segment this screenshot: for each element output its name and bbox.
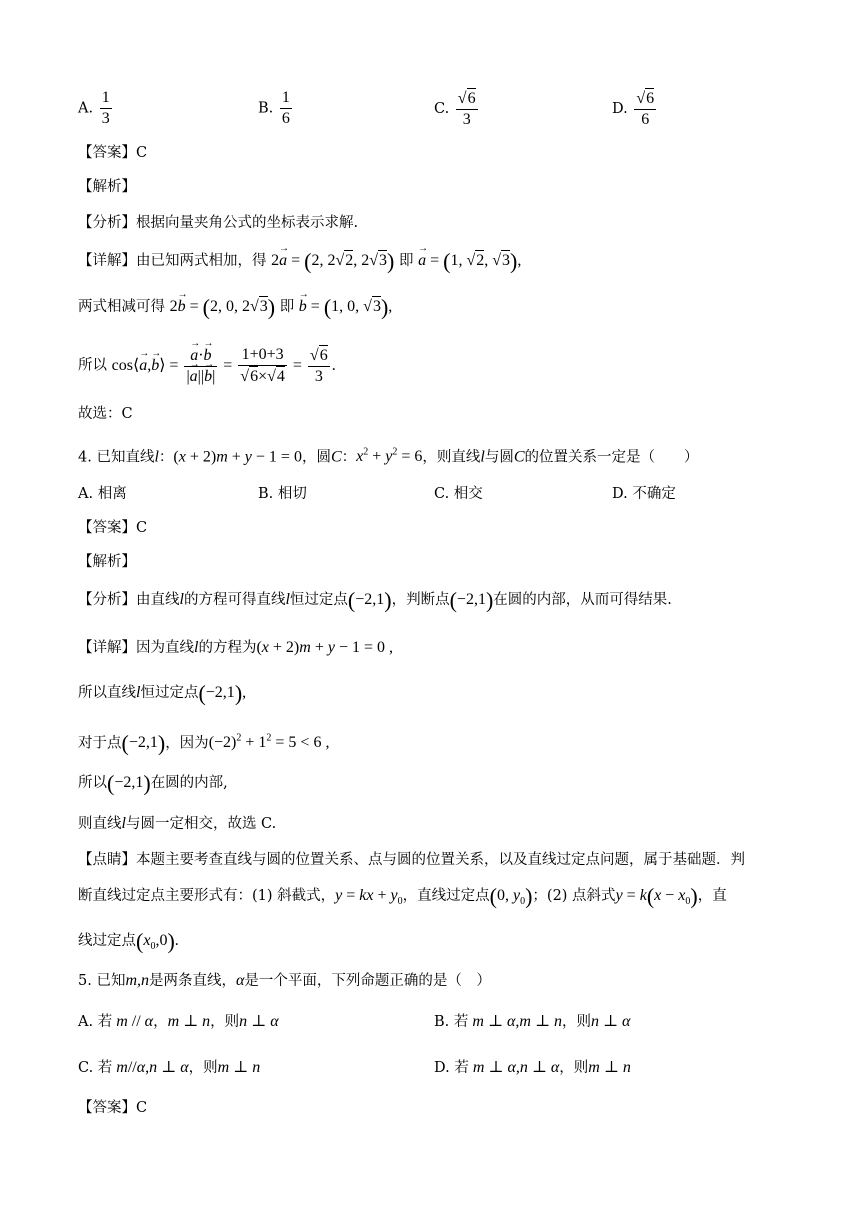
text: 【分析】由直线 [78,592,180,608]
text: 所以 [78,357,107,374]
formula: (−2,1) [121,730,166,756]
formula: m//α,n ⊥ α [112,1059,189,1076]
formula: m ⊥ α,n ⊥ α [468,1059,560,1076]
formula: l [121,815,126,832]
text: ，判断点 [391,592,450,608]
analysis-text [78,587,672,613]
text: ；(2) 点斜式 [532,888,616,904]
text: 即 [279,299,295,315]
text: ，则 [188,1060,218,1076]
formula: $x^2 + y^2 = 6$ [356,447,423,466]
insight-line-3 [78,928,179,957]
detail-line-3 [78,345,336,387]
option-c [434,88,480,130]
formula: 2→ b = (2, 0, 2√3) [170,298,275,315]
formula: m ⊥ n [167,1013,211,1030]
option-d [434,1058,631,1078]
text: ，圆 [301,449,331,466]
text: 在圆的内部, [150,775,228,791]
answer-line: 【答案】C [78,145,148,161]
text: 所以 [78,775,107,791]
formula: n ⊥ α [239,1013,279,1030]
formula: → a = (1, √2, √3), [418,252,521,269]
text: 的方程为 [198,640,257,656]
text: C. 若 [78,1060,113,1076]
text: ，则 [210,1014,240,1030]
text: 对于点 [78,735,122,752]
option-label: D. [612,101,628,117]
detail-line-4 [78,770,228,796]
formula: cos⟨→ a,→ b⟩ = → $\frac{a\cdot\to b}{|\to a||\to b|}$ = $\frac{1+0+3}{√6\times√4}$ = $\frac{√6}{3}$ . [112,357,336,374]
formula: l [154,448,159,466]
text: 则直线 [78,816,122,832]
option-label: B. [258,100,274,117]
formula: (−2,1) [347,587,392,613]
text: ，则 [559,1060,589,1076]
option-b [434,1012,630,1032]
text: 的方程可得直线 [183,592,286,608]
formula: m,n [125,972,150,989]
formula: C [513,448,525,466]
formula: (−2,1) [107,770,151,796]
detail-line-2 [78,294,393,320]
option-b: B. 相切 [258,486,307,502]
question-4-stem [78,443,699,467]
text: ： [341,449,357,466]
option-label: A. [78,100,94,117]
text: ，则 [562,1014,591,1030]
text: ，直 [697,888,727,904]
formula: (−2,1) [449,587,494,613]
text: 的位置关系一定是（ ） [524,449,699,466]
text: 所以直线 [78,685,136,701]
text: 与圆一定相交，故选 C. [125,816,277,832]
text: ，则直线 [422,449,481,466]
text: 断直线过定点主要形式有：(1) 斜截式， [78,888,336,904]
fraction [280,88,292,129]
formula: α [236,972,245,989]
insight-line-2 [78,883,727,912]
formula: m ⊥ n [588,1059,631,1076]
analysis-heading: 【解析】 [78,179,136,195]
analysis-heading: 【解析】 [78,554,136,570]
text: ，直线过定点 [402,888,490,904]
formula: m ⊥ α,m ⊥ n [468,1013,562,1030]
formula: (x + 2)m + y − 1 = 0 , [256,639,393,656]
choice-line: 故选：C [78,406,133,422]
formula: l [194,639,199,656]
fraction [100,88,112,129]
text: ： [158,449,174,466]
analysis-text: 【分析】根据向量夹角公式的坐标表示求解. [78,215,359,231]
formula: C [330,448,342,466]
formula: l [136,684,141,701]
formula: y = kx + $y_0$ [335,887,403,908]
text: ，因为 [165,735,209,752]
formula: $(-2)^2 + 1^2 = 5 < 6$ , [208,733,330,752]
denominator: 6 [641,111,650,128]
text: 【详解】因为直线 [78,640,194,656]
text: 恒过定点 [140,685,199,701]
formula: $y = k(x - x_0)$ [615,883,698,909]
formula: $(x_0,0)$. [136,928,179,954]
denominator: 6 [281,110,290,127]
formula: l [179,591,184,608]
text: ， [153,1014,168,1030]
text: D. 若 [434,1060,469,1076]
radicand: 6 [467,90,476,107]
formula: → b = (1, 0, √3), [299,298,392,315]
text: 是一个平面，下列命题正确的是（ ） [244,973,491,989]
denominator: 3 [101,110,110,127]
formula: (0, $y_0$) [489,883,533,909]
formula: n ⊥ α [591,1013,631,1030]
text: 即 [398,253,414,269]
text: A. 若 [78,1014,113,1030]
option-c: C. 相交 [434,486,483,502]
numerator: 1 [280,88,292,109]
text: B. 若 [434,1014,469,1030]
option-a [78,88,114,129]
formula: m ⊥ n [217,1059,261,1076]
option-a [78,1012,279,1032]
option-c [78,1058,260,1078]
denominator: 3 [462,111,471,128]
option-d [612,88,658,130]
text: 恒过定点 [289,592,348,608]
detail-line-1 [78,248,522,274]
radicand: 6 [646,90,655,107]
text: 4. 已知直线 [78,449,155,466]
formula: (−2,1), [198,680,247,706]
numerator: 1 [100,88,112,109]
answer-line: 【答案】C [78,520,148,536]
numerator: √6 [634,88,656,110]
detail-line-2 [78,680,247,706]
detail-line-5 [78,814,276,834]
detail-line-3 [78,729,329,754]
text: 是两条直线， [149,973,237,989]
formula: (x + 2)m + y − 1 = 0 [173,448,302,466]
numerator: √6 [456,88,478,110]
text: 两式相减可得 [78,299,165,315]
option-a: A. 相离 [78,486,127,502]
option-d: D. 不确定 [612,486,676,502]
detail-line-1 [78,638,393,658]
answer-line: 【答案】C [78,1100,148,1116]
text: 在圆的内部，从而可得结果. [493,592,672,608]
option-label: C. [434,101,450,117]
fraction [456,88,478,130]
text: 线过定点 [78,933,136,949]
text: 5. 已知 [78,973,126,989]
text: 【详解】由已知两式相加，得 [78,253,267,269]
text: 与圆 [484,449,514,466]
option-b [258,88,294,129]
formula: 2→ a = (2, 2√2, 2√3) [271,252,394,269]
fraction [634,88,656,130]
insight-line-1: 【点睛】本题主要考查直线与圆的位置关系、点与圆的位置关系，以及直线过定点问题，属于基础题．判 [78,852,745,868]
formula: l [480,448,485,466]
formula: l [285,591,290,608]
question-5-stem [78,971,491,991]
formula: m // α [112,1013,154,1030]
